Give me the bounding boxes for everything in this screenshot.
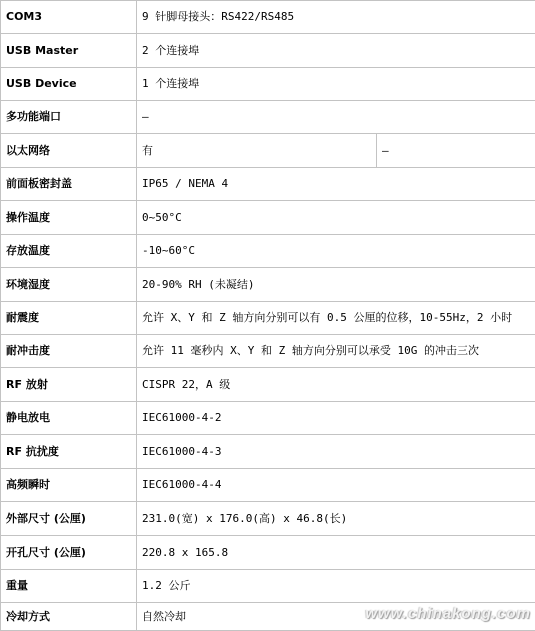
spec-table-body [1,1,535,631]
spec-label: COM3 [1,1,137,34]
spec-label: 重量 [1,570,137,603]
spec-label: 开孔尺寸 (公厘) [1,536,137,570]
spec-label: 外部尺寸 (公厘) [1,502,137,536]
spec-row [1,101,535,134]
spec-label: 操作温度 [1,201,137,235]
spec-label: 以太网络 [1,134,137,168]
spec-row [1,368,535,402]
spec-value: 允许 11 毫秒内 X、Y 和 Z 轴方向分别可以承受 10G 的冲击三次 [137,335,535,368]
spec-value: CISPR 22，A 级 [137,368,535,402]
spec-value: 有 [137,134,377,168]
spec-label: 静电放电 [1,402,137,435]
spec-label: 前面板密封盖 [1,168,137,201]
spec-extra-value: — [377,134,535,168]
spec-value: 2 个连接埠 [137,34,535,68]
spec-value: 1 个连接埠 [137,68,535,101]
spec-row [1,134,535,168]
spec-value: IP65 / NEMA 4 [137,168,535,201]
spec-row [1,235,535,268]
spec-label: RF 放射 [1,368,137,402]
spec-row [1,268,535,302]
spec-label: 耐冲击度 [1,335,137,368]
spec-label: 多功能端口 [1,101,137,134]
spec-value: IEC61000-4-4 [137,469,535,502]
spec-label: 耐震度 [1,302,137,335]
spec-row [1,168,535,201]
spec-row [1,469,535,502]
spec-label: USB Master [1,34,137,68]
spec-row [1,402,535,435]
spec-row [1,570,535,603]
spec-row [1,335,535,368]
spec-label: 冷却方式 [1,603,137,631]
spec-row [1,302,535,335]
spec-row [1,502,535,536]
spec-value: 允许 X、Y 和 Z 轴方向分别可以有 0.5 公厘的位移，10-55Hz，2 小时 [137,302,535,335]
spec-value: 231.0(宽) x 176.0(高) x 46.8(长) [137,502,535,536]
spec-value: 1.2 公斤 [137,570,535,603]
spec-value: — [137,101,535,134]
spec-value: 自然冷却 [137,603,535,631]
spec-value: 20-90% RH (未凝结) [137,268,535,302]
spec-label: 高频瞬时 [1,469,137,502]
spec-label: 环境湿度 [1,268,137,302]
spec-value: 0~50°C [137,201,535,235]
spec-label: RF 抗扰度 [1,435,137,469]
spec-value: 220.8 x 165.8 [137,536,535,570]
spec-value: 9 针脚母接头：RS422/RS485 [137,1,535,34]
spec-row [1,1,535,34]
spec-value: IEC61000-4-3 [137,435,535,469]
spec-row [1,68,535,101]
spec-value: -10~60°C [137,235,535,268]
spec-label: USB Device [1,68,137,101]
spec-label: 存放温度 [1,235,137,268]
spec-row [1,435,535,469]
spec-value: IEC61000-4-2 [137,402,535,435]
spec-row [1,536,535,570]
spec-row [1,201,535,235]
site-watermark: www.chinakong.com [365,605,531,622]
spec-row [1,34,535,68]
